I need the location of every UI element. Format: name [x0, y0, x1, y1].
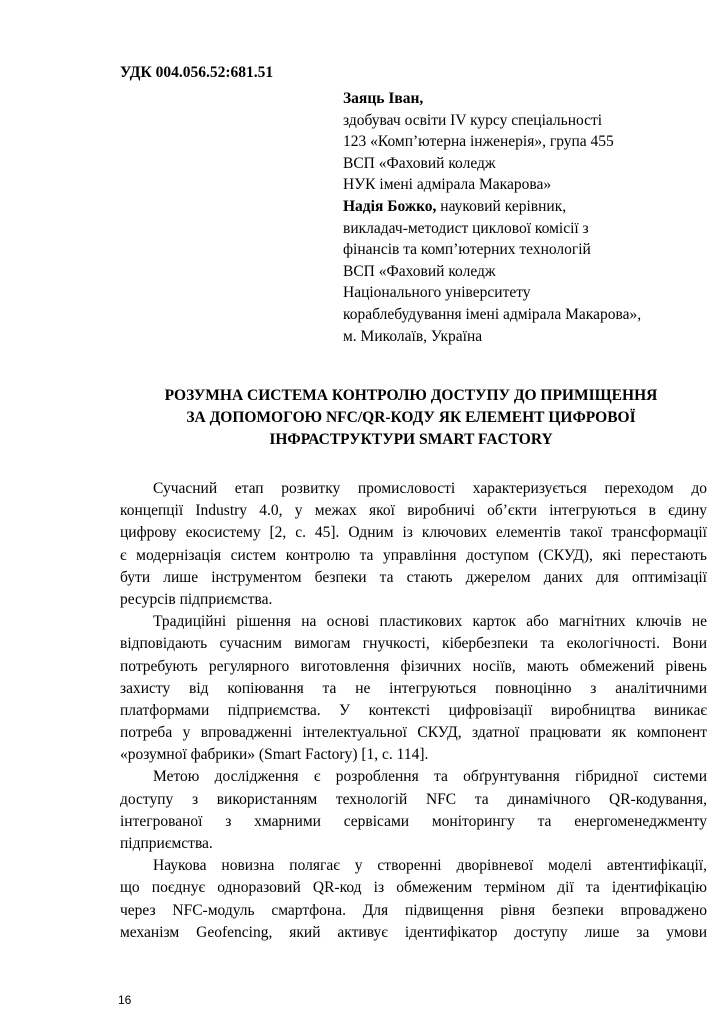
text-line: є модернізація систем контролю та управління доступом (СКУД), які перестають: [120, 546, 707, 564]
paragraph: [120, 478, 707, 611]
paragraph: [120, 611, 707, 766]
author1-line: 123 «Комп’ютерна інженерія», група 455: [343, 133, 614, 151]
text-line: що поєднує одноразовий QR-код із обмеженим терміном дії та ідентифікацію: [120, 879, 707, 897]
text-line: Наукова новизна полягає у створенні дворівневої моделі автентифікації,: [153, 857, 707, 875]
author2-name: Надія Божко,: [343, 197, 437, 215]
text-line: відповідають сучасним вимогам гнучкості, кібербезпеки та екологічності. Вони: [120, 635, 707, 653]
text-line: механізм Geofencing, який активує ідентифікатор доступу лише за умови: [120, 923, 707, 941]
text-line: підприємства.: [120, 835, 213, 852]
page-number: 16: [118, 993, 132, 1007]
article-title: [120, 385, 702, 451]
author1-line: здобувач освіти IV курсу спеціальності: [343, 111, 603, 129]
text-line: «розумної фабрики» (Smart Factory) [1, с. 114].: [120, 746, 429, 764]
author2-line: Національного університету: [343, 284, 531, 302]
text-line: концепції Industry 4.0, у межах якої виробничі об’єкти інтегруються в єдину: [120, 502, 707, 520]
text-line: захисту від копіювання та не інтегруються повноцінно з аналітичними: [120, 679, 707, 697]
text-line: інтегрованої з хмарними сервісами моніторингу та енергоменеджменту: [120, 812, 707, 830]
text-line: платформами підприємства. У контексті цифровізації виробництва виникає: [120, 701, 707, 719]
article-body: [120, 478, 707, 944]
paragraph: [120, 855, 707, 944]
text-line: ресурсів підприємства.: [120, 590, 273, 608]
author2-line: м. Миколаїв, Україна: [343, 327, 483, 345]
author1-line: ВСП «Фаховий коледж: [343, 154, 496, 172]
text-line: Сучасний етап розвитку промисловості характеризується переходом до: [153, 480, 707, 497]
text-line: Традиційні рішення на основі пластикових карток або магнітних ключів не: [153, 613, 707, 631]
text-line: цифрову екосистему [2, с. 45]. Одним із ключових елементів такої трансформації: [120, 524, 707, 542]
text-line: через NFC-модуль смартфона. Для підвищення рівня безпеки впроваджено: [120, 901, 707, 919]
author-block: [343, 88, 713, 347]
title-line: ІНФРАСТРУКТУРИ SMART FACTORY: [269, 431, 553, 448]
author2-role: науковий керівник,: [436, 197, 567, 215]
author1-name: Заяць Іван,: [343, 90, 424, 107]
text-line: Метою дослідження є розроблення та обґрунтування гібридної системи: [153, 768, 707, 786]
author2-line: фінансів та комп’ютерних технологій: [343, 241, 591, 259]
title-line: ЗА ДОПОМОГОЮ NFC/QR-КОДУ ЯК ЕЛЕМЕНТ ЦИФРОВОЇ: [186, 409, 636, 426]
title-line: РОЗУМНА СИСТЕМА КОНТРОЛЮ ДОСТУПУ ДО ПРИМІЩЕННЯ: [164, 387, 658, 404]
paragraph: [120, 766, 707, 855]
author1-line: НУК імені адмірала Макарова»: [343, 176, 552, 194]
text-line: потребують регулярного виготовлення фізичних носіїв, мають обмежений рівень: [120, 657, 707, 675]
author2-line: кораблебудування імені адмірала Макарова»,: [343, 305, 642, 323]
text-line: потреба у впровадженні інтелектуальної СКУД, здатної працювати як компонент: [120, 724, 707, 742]
udk-code: УДК 004.056.52:681.51: [120, 64, 274, 81]
text-line: бути лише інструментом безпеки та стають джерелом даних для оптимізації: [120, 568, 707, 586]
text-line: доступу з використанням технологій NFC та динамічного QR-кодування,: [120, 790, 707, 808]
author2-line: ВСП «Фаховий коледж: [343, 262, 496, 280]
author2-line: викладач-методист циклової комісії з: [343, 219, 589, 237]
